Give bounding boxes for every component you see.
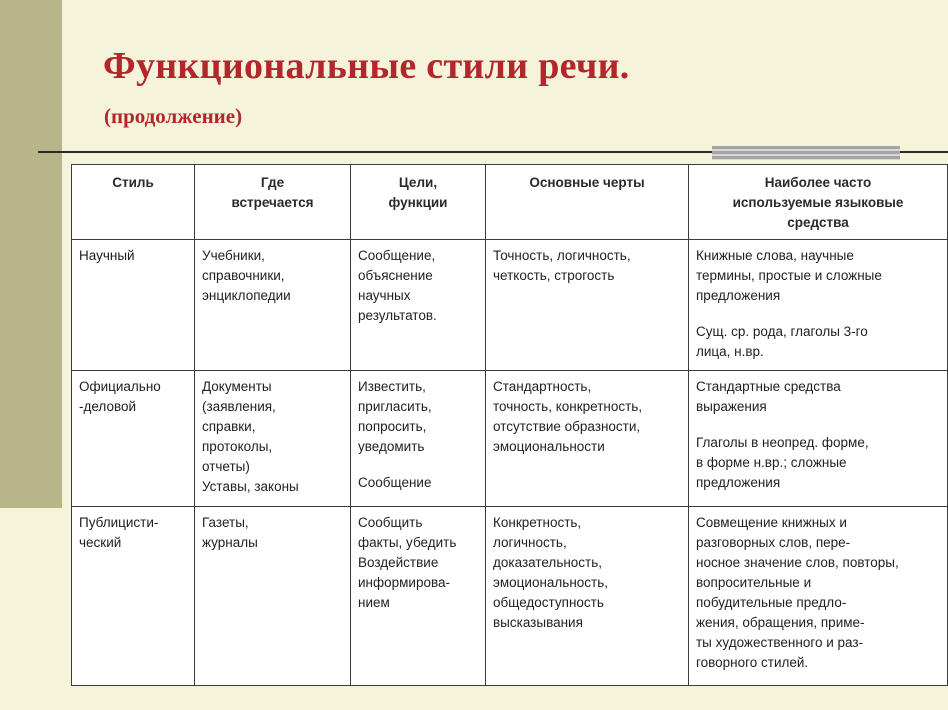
header-row bbox=[72, 165, 948, 240]
table-row bbox=[72, 371, 948, 507]
where-cell: Документы (заявления, справки, протоколы, отчеты) Уставы, законы bbox=[195, 371, 351, 507]
table-row bbox=[72, 240, 948, 371]
goals-cell: Известить, пригласить, попросить, уведомить Сообщение bbox=[351, 371, 486, 507]
header-features: Основные черты bbox=[486, 165, 689, 240]
styles-table bbox=[71, 164, 948, 686]
means-cell: Стандартные средства выражения Глаголы в неопред. форме, в форме н.вр.; сложные предложения bbox=[689, 371, 948, 507]
means-cell: Книжные слова, научные термины, простые и сложные предложения Сущ. ср. рода, глаголы 3-го лица, н.вр. bbox=[689, 240, 948, 371]
divider-accent bbox=[712, 146, 900, 160]
style-name-cell: Официально -деловой bbox=[72, 371, 195, 507]
header-means: Наиболее часто используемые языковые средства bbox=[689, 165, 948, 240]
features-cell: Стандартность, точность, конкретность, отсутствие образности, эмоциональности bbox=[486, 371, 689, 507]
table-row bbox=[72, 507, 948, 686]
means-cell: Совмещение книжных и разговорных слов, пере- носное значение слов, повторы, вопросительные и побудительные предло- жения, обращения, приме- ты художественного и раз- говорного стилей. bbox=[689, 507, 948, 686]
left-accent-bar bbox=[0, 0, 62, 508]
header-goals: Цели, функции bbox=[351, 165, 486, 240]
style-name-cell: Публицисти- ческий bbox=[72, 507, 195, 686]
page-subtitle: (продолжение) bbox=[104, 104, 243, 128]
goals-cell: Сообщение, объяснение научных результатов. bbox=[351, 240, 486, 371]
features-cell: Конкретность, логичность, доказательность, эмоциональность, общедоступность высказывания bbox=[486, 507, 689, 686]
style-name-cell: Научный bbox=[72, 240, 195, 371]
where-cell: Учебники, справочники, энциклопедии bbox=[195, 240, 351, 371]
features-cell: Точность, логичность, четкость, строгость bbox=[486, 240, 689, 371]
goals-cell: Сообщить факты, убедить Воздействие информирова- нием bbox=[351, 507, 486, 686]
header-style: Стиль bbox=[72, 165, 195, 240]
header-where: Где встречается bbox=[195, 165, 351, 240]
page-title: Функциональные стили речи. bbox=[103, 45, 630, 87]
where-cell: Газеты, журналы bbox=[195, 507, 351, 686]
